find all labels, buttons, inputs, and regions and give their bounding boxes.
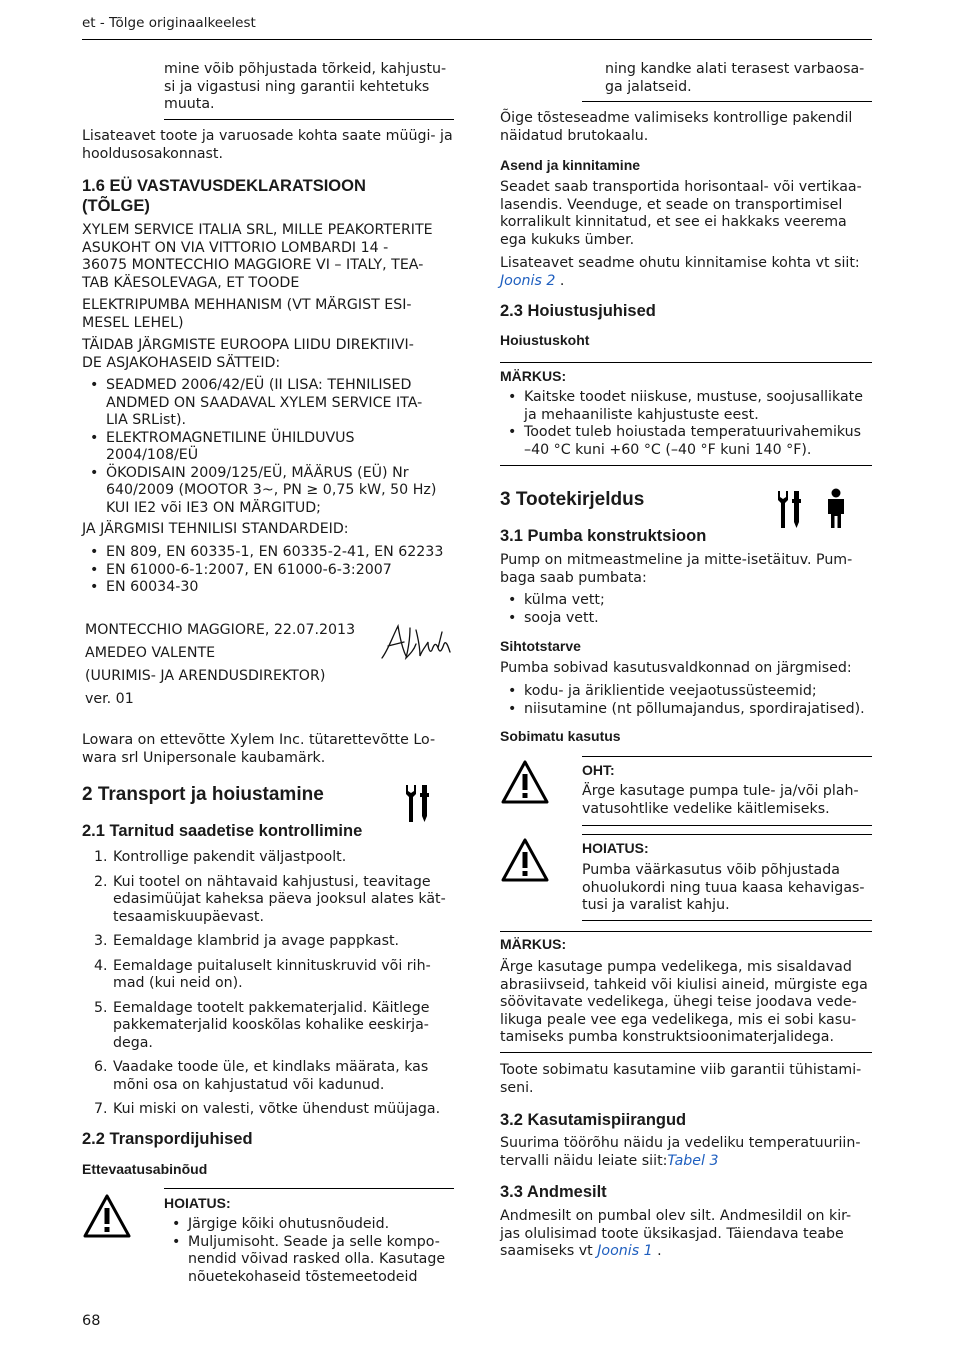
header-rule [82, 39, 872, 40]
nameplate-paragraph: Andmesilt on pumbal olev silt. Andmesildil on kir- jas olulisimad toote üksikasjad. Täiendava teabe saamiseks vt Joonis 1 . [500, 1208, 852, 1259]
intended-use-paragraph: Pumba sobivad kasutusvaldkonnad on järgmised: [500, 660, 852, 676]
warning-label: HOIATUS: [582, 840, 649, 856]
pumpable-liquids-list [500, 592, 872, 627]
lifting-paragraph: Õige tõsteseadme valimiseks kontrollige pakendil näidatud brutokaalu. [500, 110, 853, 144]
list-item: • niisutamine (nt põllumajandus, spordirajatised). [500, 701, 872, 719]
warning-label: HOIATUS: [164, 1195, 231, 1211]
list-item: • ÖKODISAIN 2009/125/EÜ, MÄÄRUS (EÜ) Nr 640/2009 (MOOTOR 3~, PN ≥ 0,75 kW, 50 Hz) KUI IE2 või IE3 ON MÄRGITUD; [82, 465, 457, 518]
note-top-rule [500, 931, 872, 932]
warning-continuation-right: ning kandke alati terasest varbaosa- ga jalatseid. [605, 61, 865, 95]
storage-note-list [500, 389, 872, 459]
warranty-paragraph: Toote sobimatu kasutamine viib garantii tühistami- seni. [500, 1062, 862, 1096]
list-item: • Muljumisoht. Seade ja selle kompo- nendid võivad rasked olla. Kasutage nõuetekohaseid tõstemeetodeid [164, 1234, 456, 1287]
list-item: • SEADMED 2006/42/EÜ (II LISA: TEHNILISED ANDMED ON SAADAVAL XYLEM SERVICE ITA- LIA SRList). [82, 377, 457, 430]
warning-end-rule [164, 119, 454, 120]
list-item: • ELEKTROMAGNETILINE ÜHILDUVUS 2004/108/EÜ [82, 430, 457, 465]
improper-use-subheading: Sobimatu kasutus [500, 728, 621, 744]
danger-top-rule [582, 756, 872, 757]
intended-use-list [500, 683, 872, 718]
section-3-2-heading: 3.2 Kasutamispiirangud [500, 1111, 687, 1129]
pump-design-paragraph: Pump on mitmeastmeline ja mitte-isetäituv. Pum- baga saab pumbata: [500, 552, 853, 586]
warning-triangle-icon [500, 837, 550, 883]
inspection-steps [82, 849, 457, 1126]
list-item: • Järgige kõiki ohutusnõudeid. [164, 1216, 456, 1234]
list-item: 5. Eemaldage tootelt pakkematerjalid. Käitlege pakkematerjalid kooskõlas kohalike eeskirja- dega. [94, 999, 430, 1051]
danger-bottom-rule [582, 825, 872, 826]
figure-1-link[interactable]: Joonis 1 [597, 1243, 653, 1259]
list-item: 6. Vaadake toode üle, et kindlaks määrata, kas mõni osa on kahjustatud või kadunud. [94, 1059, 429, 1093]
tools-icon [403, 782, 433, 824]
list-item: • külma vett; [500, 592, 872, 610]
limits-paragraph: Suurima töörõhu näidu ja vedeliku temperatuuriin- tervalli näidu leiate siit:Tabel 3 [500, 1135, 861, 1169]
lowara-paragraph: Lowara on ettevõtte Xylem Inc. tütarettevõtte Lo- wara srl Unipersonale kaubamärk. [82, 732, 436, 766]
warning-top-rule [164, 1188, 454, 1189]
list-item: • EN 60034-30 [82, 579, 457, 597]
mounting-paragraph: Seadet saab transportida horisontaal- või vertikaa- lasendis. Veenduge, et seade on transportimisel korralikult kinnitatud, et see ei hakkaks veerema ega kukuks ümber. [500, 179, 862, 248]
declaration-p3: TÄIDAB JÄRGMISTE EUROOPA LIIDU DIREKTIIVI- DE ASJAKOHASEID SÄTTEID: [82, 337, 414, 371]
list-item: • sooja vett. [500, 610, 872, 628]
note-top-rule [500, 362, 872, 363]
note-bottom-rule [500, 465, 872, 466]
declaration-p2: ELEKTRIPUMBA MEHHANISM (VT MÄRGIST ESI- MESEL LEHEL) [82, 297, 412, 331]
precautions-subheading: Ettevaatusabinõud [82, 1161, 208, 1177]
section-3-heading: 3 Tootekirjeldus [500, 489, 645, 510]
danger-triangle-icon [500, 759, 550, 805]
list-item: • kodu- ja äriklientide veejaotussüsteemid; [500, 683, 872, 701]
warning-top-rule [582, 834, 872, 835]
running-header: et - Tõlge originaalkeelest [82, 15, 256, 31]
declaration-p4: JA JÄRGMISI TEHNILISI STANDARDEID: [82, 521, 349, 537]
page-number: 68 [82, 1313, 101, 1329]
intended-use-subheading: Sihtotstarve [500, 638, 581, 654]
list-item: 3. Eemaldage klambrid ja avage pappkast. [94, 933, 400, 949]
tools-icon [775, 488, 805, 530]
list-item: 7. Kui miski on valesti, võtke ühendust müüjaga. [94, 1101, 441, 1117]
section-2-2-heading: 2.2 Transpordijuhised [82, 1130, 253, 1148]
mounting-reference: Lisateavet seadme ohutu kinnitamise kohta vt siit: Joonis 2 . [500, 255, 860, 289]
signature-name: AMEDEO VALENTE [85, 645, 216, 661]
section-2-1-heading: 2.1 Tarnitud saadetise kontrollimine [82, 822, 363, 840]
warning-bottom-rule [582, 920, 872, 921]
warning-text: Pumba väärkasutus võib põhjustada ohuolukordi ning tuua kaasa kehavigas- tusi ja varalist kahju. [582, 862, 865, 913]
version: ver. 01 [85, 691, 134, 707]
list-item: • Toodet tuleb hoiustada temperatuurivahemikus –40 °C kuni +60 °C (–40 °F kuni 140 °F). [500, 424, 872, 459]
warning-triangle-icon [82, 1193, 132, 1239]
section-3-3-heading: 3.3 Andmesilt [500, 1183, 607, 1201]
standards-list [82, 544, 457, 597]
handwritten-signature [380, 620, 456, 662]
declaration-p1: XYLEM SERVICE ITALIA SRL, MILLE PEAKORTERITE ASUKOHT ON VIA VITTORIO LOMBARDI 14 - 36075 MONTECCHIO MAGGIORE VI – ITALY, TEA- TAB KÄESOLEVAGA, ET TOODE [82, 222, 433, 291]
note-text: Ärge kasutage pumpa vedelikega, mis sisaldavad abrasiivseid, tahkeid või kiulisi aineid, mürgiste ega söövitavate vedelikega, ühegi teise joodava vede- likuga peale vee ega vedelikega, mis ei sobi kasu- tamiseks pumba konstruktsioonimaterjalidega. [500, 959, 868, 1045]
note-bottom-rule [500, 1052, 872, 1053]
person-icon [823, 488, 849, 530]
signature-place-date: MONTECCHIO MAGGIORE, 22.07.2013 [85, 622, 356, 638]
danger-label: OHT: [582, 762, 615, 778]
warning-end-rule [582, 101, 872, 102]
table-3-link[interactable]: Tabel 3 [667, 1152, 719, 1169]
list-item: • Kaitske toodet niiskuse, mustuse, soojusallikate ja mehaaniliste kahjustuste eest. [500, 389, 872, 424]
storage-location-subheading: Hoiustuskoht [500, 332, 590, 348]
figure-2-link[interactable]: Joonis 2 [500, 272, 556, 289]
list-item: 1. Kontrollige pakendit väljastpoolt. [94, 849, 347, 865]
note-label: MÄRKUS: [500, 368, 567, 384]
list-item: 2. Kui tootel on nähtavaid kahjustusi, teavitage edasimüüjat kaheksa päeva jooksul alates kät- tesaamiskuupäevast. [94, 873, 446, 925]
signature-title: (UURIMIS- JA ARENDUSDIREKTOR) [85, 668, 326, 684]
directives-list [82, 377, 457, 517]
list-item: 4. Eemaldage puitaluselt kinnituskruvid või rih- mad (kui neid on). [94, 957, 431, 991]
section-2-heading: 2 Transport ja hoiustamine [82, 784, 324, 805]
warning-list [164, 1216, 456, 1286]
section-3-1-heading: 3.1 Pumba konstruktsioon [500, 527, 707, 545]
section-1-6-heading: 1.6 EÜ VASTAVUSDEKLARATSIOON (TÕLGE) [82, 177, 366, 215]
list-item: • EN 61000-6-1:2007, EN 61000-6-3:2007 [82, 562, 457, 580]
intro-paragraph: Lisateavet toote ja varuosade kohta saate müügi- ja hooldusosakonnast. [82, 128, 453, 162]
note-label: MÄRKUS: [500, 936, 567, 952]
warning-continuation: mine võib põhjustada tõrkeid, kahjustu- si ja vigastusi ning garantii kehtetuks muuta. [164, 61, 447, 112]
danger-text: Ärge kasutage pumpa tule- ja/või plah- vatusohtlike vedelike käitlemiseks. [582, 783, 859, 817]
signature-block [85, 619, 355, 711]
list-item: • EN 809, EN 60335-1, EN 60335-2-41, EN 62233 [82, 544, 457, 562]
section-2-3-heading: 2.3 Hoiustusjuhised [500, 302, 656, 320]
mounting-subheading: Asend ja kinnitamine [500, 157, 641, 173]
